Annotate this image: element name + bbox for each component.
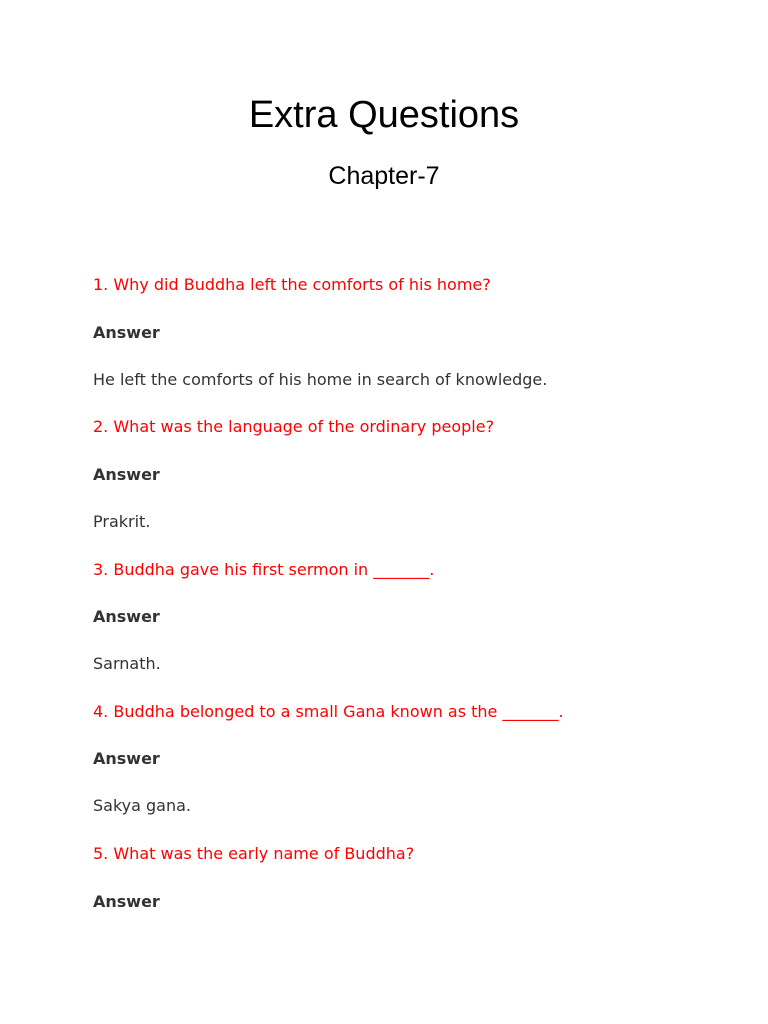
question-4: 4. Buddha belonged to a small Gana known as the _______.	[93, 702, 564, 721]
answer-label-1: Answer	[93, 323, 160, 342]
answer-text-4: Sakya gana.	[93, 796, 192, 815]
answer-text-2: Prakrit.	[93, 512, 151, 531]
question-5: 5. What was the early name of Buddha?	[93, 844, 415, 863]
answer-label-2: Answer	[93, 465, 160, 484]
answer-text-1: He left the comforts of his home in search of knowledge.	[93, 370, 548, 389]
question-2: 2. What was the language of the ordinary people?	[93, 417, 495, 436]
answer-label-3: Answer	[93, 607, 160, 626]
answer-text-3: Sarnath.	[93, 654, 161, 673]
answer-label-4: Answer	[93, 749, 160, 768]
page-title: Extra Questions	[248, 94, 520, 136]
answer-label-5: Answer	[93, 892, 160, 911]
question-3: 3. Buddha gave his first sermon in _______.	[93, 560, 435, 579]
question-1: 1. Why did Buddha left the comforts of his home?	[93, 275, 491, 294]
chapter-subtitle: Chapter-7	[328, 162, 440, 190]
